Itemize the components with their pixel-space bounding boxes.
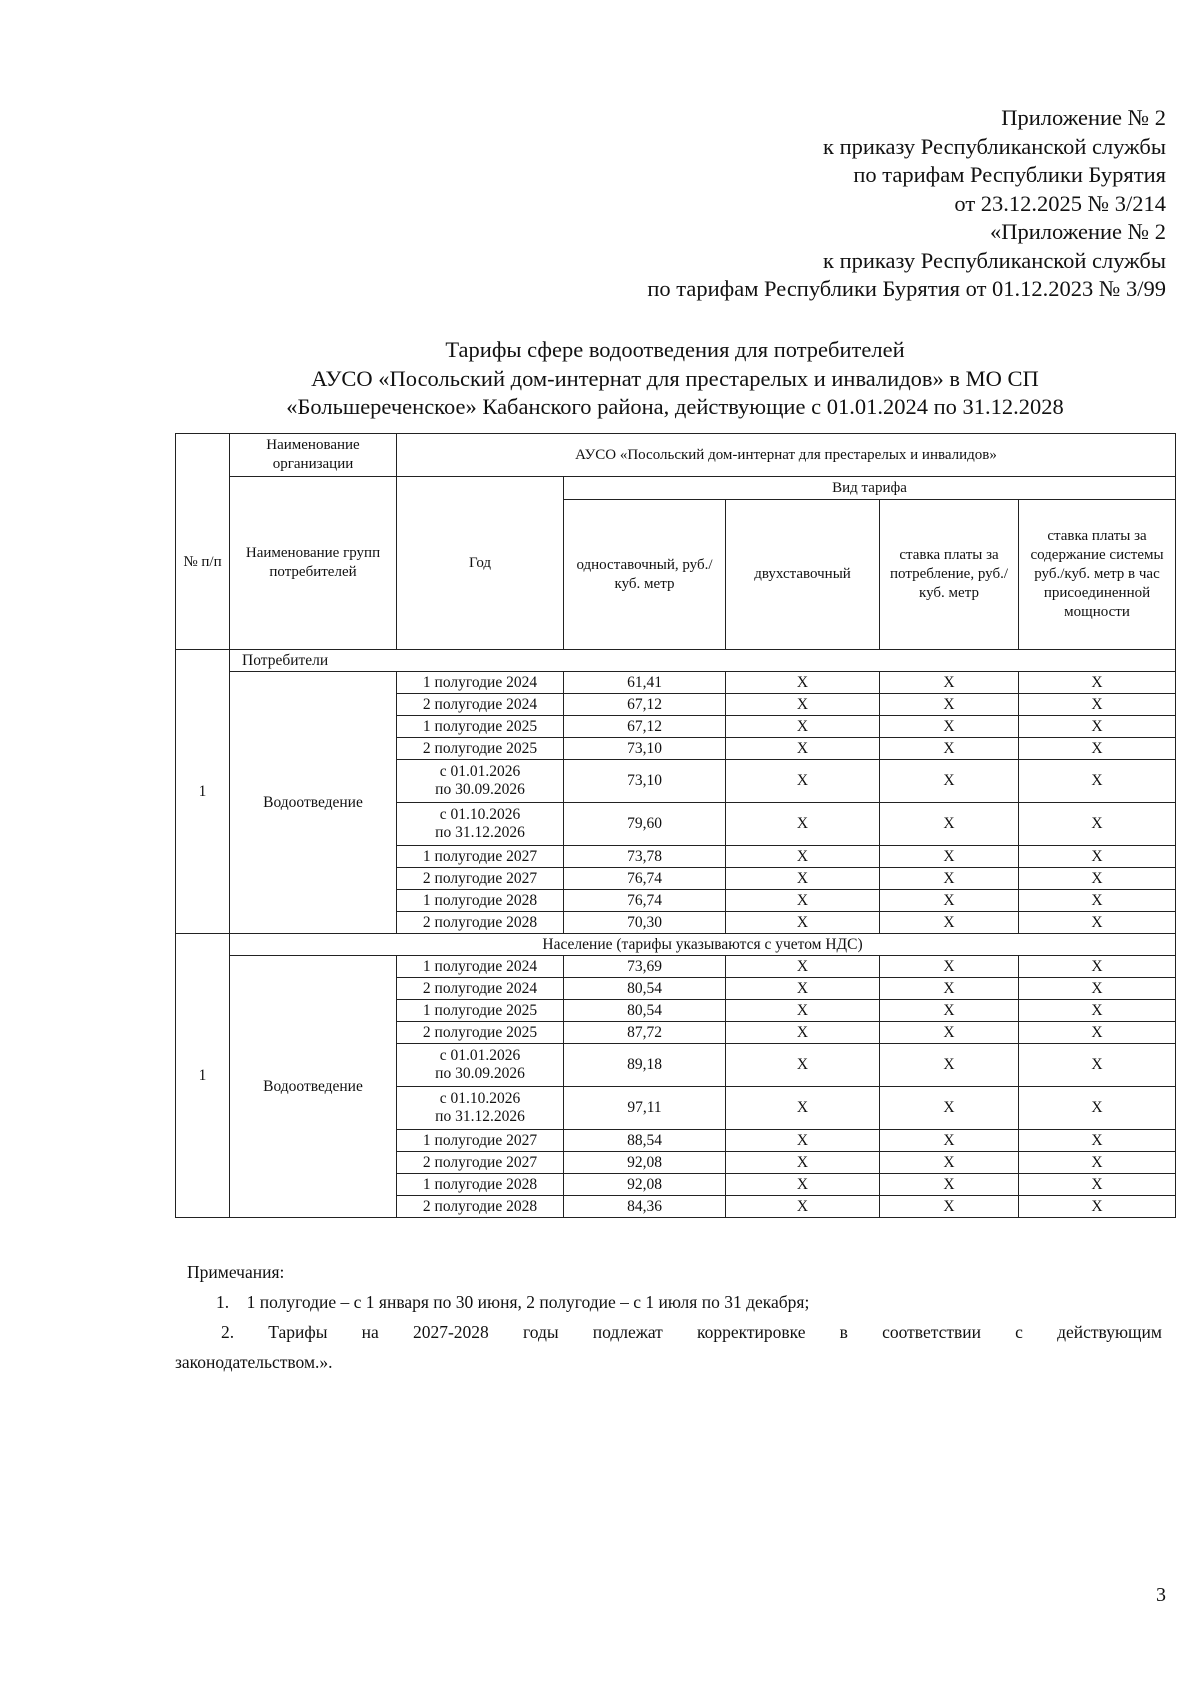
system-rate-cell: X [1019,803,1176,846]
note-item-2 [187,1317,1162,1347]
appendix-header [647,104,1166,304]
note-word: с [1015,1322,1023,1342]
consumption-rate-cell: X [880,1174,1019,1196]
header-line: «Приложение № 2 [990,219,1166,244]
system-rate-header: ставка платы за содержание системы руб./куб. метр в час присоединенной мощности [1019,500,1176,650]
row-number: 1 [176,934,230,1218]
system-rate-cell: X [1019,738,1176,760]
consumption-rate-cell: X [880,846,1019,868]
double-rate-cell: X [726,1174,880,1196]
double-rate-cell: X [726,1044,880,1087]
period-cell [397,1022,564,1044]
note-word: действующим [1057,1322,1162,1342]
table-row [176,672,1176,694]
period-cell [397,956,564,978]
consumption-rate-cell: X [880,1152,1019,1174]
double-rate-cell: X [726,1130,880,1152]
note-number: 2. [221,1322,235,1342]
period-text: 1 полугодие 2027 [422,1131,538,1149]
period-cell [397,694,564,716]
single-rate-cell: 76,74 [564,890,726,912]
period-cell [397,1174,564,1196]
system-rate-cell: X [1019,890,1176,912]
system-rate-cell: X [1019,956,1176,978]
system-rate-cell: X [1019,1196,1176,1218]
period-cell [397,890,564,912]
system-rate-cell: X [1019,1022,1176,1044]
double-rate-cell: X [726,978,880,1000]
consumption-rate-cell: X [880,1044,1019,1087]
note-word: годы [522,1322,559,1342]
header-line: к приказу Республиканской службы [823,247,1166,273]
note-word: в [839,1322,848,1342]
period-text-end: по 31.12.2026 [435,1108,525,1125]
period-text: с 01.01.2026 [439,763,521,780]
period-text: 2 полугодие 2027 [422,869,538,887]
period-text: 2 полугодие 2027 [422,1153,538,1171]
num-header-top [176,434,230,477]
num-header: № п/п [176,477,230,650]
period-text: с 01.10.2026 [439,1090,521,1107]
single-rate-cell: 92,08 [564,1152,726,1174]
period-text: 1 полугодие 2025 [422,717,538,735]
period-text: 2 полугодие 2028 [422,1197,538,1215]
section-title: Потребители [230,650,1176,672]
double-rate-cell: X [726,1087,880,1130]
note-word: подлежат [592,1322,663,1342]
header-line: по тарифам Республики Бурятия от 01.12.2023 № 3/99 [647,276,1166,301]
period-text-end: по 31.12.2026 [435,824,525,841]
consumption-rate-cell: X [880,672,1019,694]
period-text-end: по 30.09.2026 [435,781,525,798]
period-cell [397,1044,564,1087]
consumption-rate-cell: X [880,694,1019,716]
double-rate-cell: X [726,912,880,934]
consumption-rate-cell: X [880,978,1019,1000]
period-text: 1 полугодие 2024 [422,673,538,691]
single-rate-cell: 73,10 [564,738,726,760]
org-name: АУСО «Посольский дом-интернат для престарелых и инвалидов» [397,434,1176,477]
period-cell [397,912,564,934]
consumption-rate-cell: X [880,956,1019,978]
double-rate-cell: X [726,760,880,803]
consumption-rate-cell: X [880,760,1019,803]
title-line: АУСО «Посольский дом-интернат для престарелых и инвалидов» в МО СП [311,365,1039,391]
system-rate-cell: X [1019,846,1176,868]
period-text: с 01.01.2026 [439,1047,521,1064]
single-rate-cell: 76,74 [564,868,726,890]
double-rate-cell: X [726,716,880,738]
double-rate-cell: X [726,846,880,868]
double-rate-cell: X [726,803,880,846]
consumption-rate-cell: X [880,868,1019,890]
period-text: 1 полугодие 2024 [422,957,538,975]
period-text: 2 полугодие 2028 [422,913,538,931]
single-rate-header: одноставочный, руб./ куб. метр [564,500,726,650]
single-rate-cell: 67,12 [564,694,726,716]
title-line: «Большереченское» Кабанского района, действующие с 01.01.2024 по 31.12.2028 [286,394,1064,419]
double-rate-cell: X [726,956,880,978]
note-text: 1 полугодие – с 1 января по 30 июня, 2 полугодие – с 1 июля по 31 декабря; [246,1292,810,1312]
org-label: Наименование организации [230,434,397,477]
system-rate-cell: X [1019,1000,1176,1022]
single-rate-cell: 80,54 [564,978,726,1000]
period-text: 1 полугодие 2025 [422,1001,538,1019]
system-rate-cell: X [1019,672,1176,694]
system-rate-cell: X [1019,694,1176,716]
document-title [175,336,1175,422]
consumer-group: Водоотведение [230,956,397,1218]
double-rate-cell: X [726,868,880,890]
period-cell [397,1000,564,1022]
single-rate-cell: 73,78 [564,846,726,868]
single-rate-cell: 67,12 [564,716,726,738]
header-line: Приложение № 2 [1001,105,1166,130]
period-cell [397,1130,564,1152]
system-rate-cell: X [1019,868,1176,890]
table-row [176,956,1176,978]
note-word: на [361,1322,379,1342]
system-rate-cell: X [1019,1174,1176,1196]
double-rate-cell: X [726,1000,880,1022]
double-rate-cell: X [726,738,880,760]
single-rate-cell: 79,60 [564,803,726,846]
period-cell [397,868,564,890]
single-rate-cell: 84,36 [564,1196,726,1218]
single-rate-cell: 73,69 [564,956,726,978]
consumption-rate-cell: X [880,716,1019,738]
single-rate-cell: 80,54 [564,1000,726,1022]
system-rate-cell: X [1019,760,1176,803]
row-number: 1 [176,650,230,934]
period-text: 1 полугодие 2027 [422,847,538,865]
single-rate-cell: 61,41 [564,672,726,694]
period-text: 2 полугодие 2024 [422,695,538,713]
note-word: Тарифы [268,1322,328,1342]
double-rate-cell: X [726,672,880,694]
period-text: 1 полугодие 2028 [422,891,538,909]
period-text: с 01.10.2026 [439,806,521,823]
period-cell [397,1196,564,1218]
system-rate-cell: X [1019,1130,1176,1152]
system-rate-cell: X [1019,912,1176,934]
group-label: Наименование групп потребителей [230,477,397,650]
note-item-2-end: законодательством.». [175,1352,333,1372]
consumption-rate-cell: X [880,890,1019,912]
note-number: 1. [216,1292,230,1312]
notes-title: Примечания: [187,1262,285,1282]
notes [175,1257,1162,1377]
system-rate-cell: X [1019,978,1176,1000]
page-number: 3 [1156,1584,1166,1606]
period-cell [397,672,564,694]
consumption-rate-cell: X [880,1130,1019,1152]
consumption-rate-cell: X [880,1022,1019,1044]
period-cell [397,1087,564,1130]
header-line: к приказу Республиканской службы [823,133,1166,159]
title-line: Тарифы сфере водоотведения для потребителей [445,337,905,362]
consumption-rate-cell: X [880,912,1019,934]
period-text: 1 полугодие 2028 [422,1175,538,1193]
note-word: соответствии [882,1322,981,1342]
period-cell [397,978,564,1000]
consumption-rate-cell: X [880,803,1019,846]
period-text: 2 полугодие 2025 [422,1023,538,1041]
double-rate-cell: X [726,1022,880,1044]
note-item-1 [187,1287,1162,1317]
period-cell [397,738,564,760]
double-rate-header: двухставочный [726,500,880,650]
consumption-rate-cell: X [880,738,1019,760]
period-cell [397,760,564,803]
header-line: по тарифам Республики Бурятия [853,162,1166,187]
period-text: 2 полугодие 2025 [422,739,538,757]
double-rate-cell: X [726,1152,880,1174]
double-rate-cell: X [726,694,880,716]
tariff-type-header: Вид тарифа [564,477,1176,500]
header-line: от 23.12.2025 № 3/214 [954,190,1166,216]
single-rate-cell: 87,72 [564,1022,726,1044]
consumption-rate-cell: X [880,1000,1019,1022]
single-rate-cell: 70,30 [564,912,726,934]
single-rate-cell: 88,54 [564,1130,726,1152]
consumer-group: Водоотведение [230,672,397,934]
system-rate-cell: X [1019,1087,1176,1130]
double-rate-cell: X [726,890,880,912]
single-rate-cell: 73,10 [564,760,726,803]
note-word: корректировке [697,1322,806,1342]
tariff-table [175,433,1176,1218]
note-word: 2027-2028 [412,1322,489,1342]
system-rate-cell: X [1019,1044,1176,1087]
consumption-rate-header: ставка платы за потребление, руб./ куб. метр [880,500,1019,650]
consumption-rate-cell: X [880,1196,1019,1218]
period-cell [397,846,564,868]
system-rate-cell: X [1019,716,1176,738]
period-cell [397,803,564,846]
single-rate-cell: 89,18 [564,1044,726,1087]
period-text-end: по 30.09.2026 [435,1065,525,1082]
section-title: Население (тарифы указываются с учетом НДС) [230,934,1176,956]
consumption-rate-cell: X [880,1087,1019,1130]
single-rate-cell: 92,08 [564,1174,726,1196]
period-text: 2 полугодие 2024 [422,979,538,997]
period-cell [397,1152,564,1174]
single-rate-cell: 97,11 [564,1087,726,1130]
double-rate-cell: X [726,1196,880,1218]
system-rate-cell: X [1019,1152,1176,1174]
period-cell [397,716,564,738]
year-label: Год [397,477,564,650]
